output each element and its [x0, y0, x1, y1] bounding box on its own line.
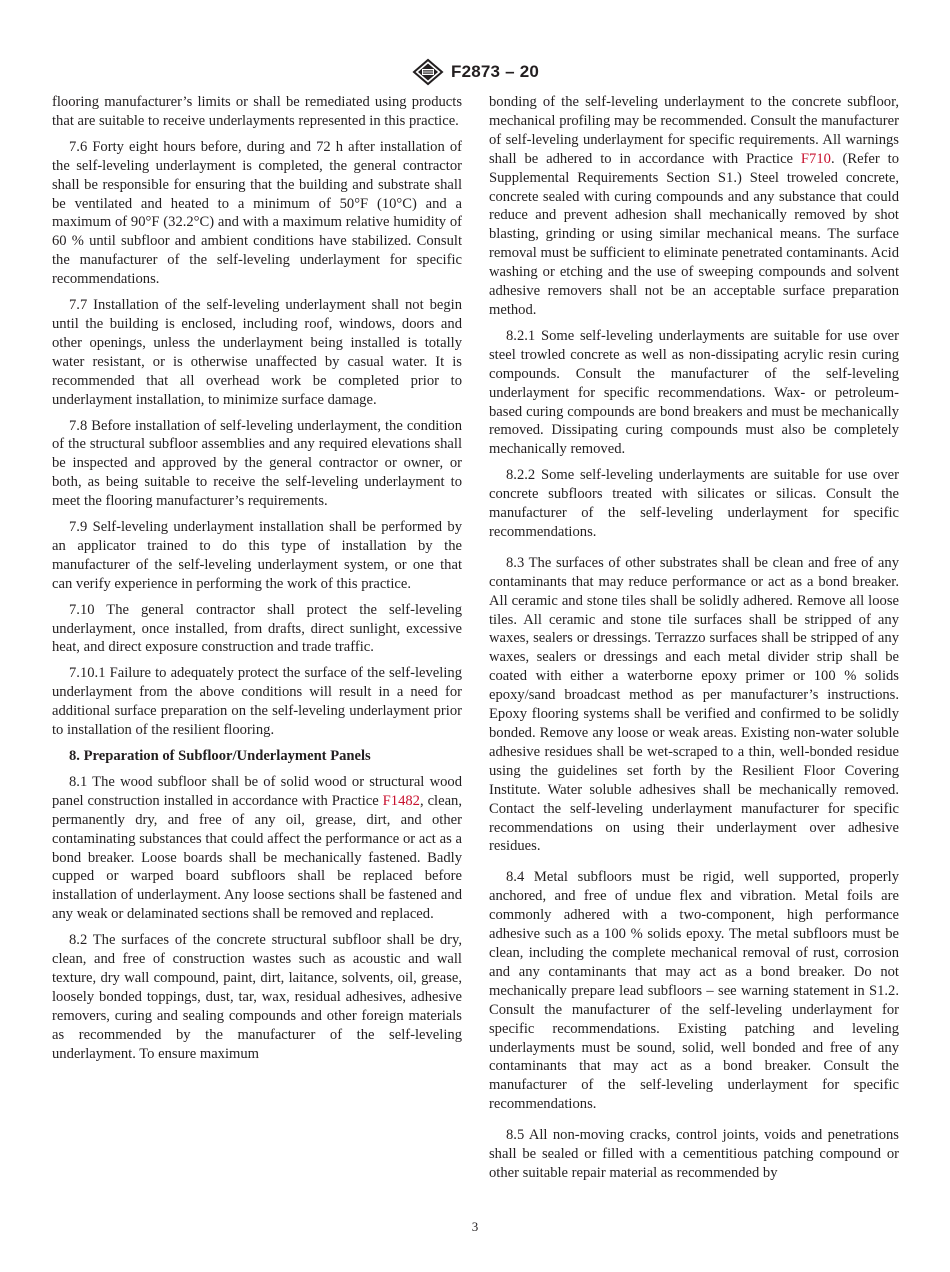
right-column	[489, 93, 899, 1190]
document-title: F2873 – 20	[450, 62, 539, 81]
page-number: 3	[471, 1219, 479, 1234]
paragraph-8-5: 8.5 All non-moving cracks, control joints, voids and penetrations shall be sealed or filled with a cementitious patching compound or other suitable repair material as recommended by	[489, 1127, 899, 1181]
paragraph-8-2-continued	[489, 93, 899, 320]
paragraph-7-6: 7.6 Forty eight hours before, during and 72 h after installation of the self-leveling underlayment is completed, the general contractor shall be responsible for ensuring that the building and substrate shall be ventilated and heated to a minimum of 50°F (10°C) and a maximum of 90°F (32.2°C) and with a maximum relative humidity of 60 % until subfloor and ambient conditions have stabilized. Consult the manufacturer of the self-leveling underlayment for specific recommendations.	[52, 138, 462, 288]
paragraph-8-2-1: 8.2.1 Some self-leveling underlayments are suitable for use over steel trowled concrete as well as non-dissipating acrylic resin curing compounds. Consult the manufacturer of the self-leveling underlayment for specific recommendations. Wax- or petroleum-based curing compounds are bond breakers and must be mechanically removed. Dissipating curing compounds must also be completely mechanically removed.	[489, 327, 899, 458]
link-f1482[interactable]: F1482	[382, 792, 420, 809]
paragraph-8-1	[52, 773, 462, 924]
paragraph-7-7: 7.7 Installation of the self-leveling underlayment shall not begin until the building is enclosed, including roof, windows, doors and other openings, unless the underlayment being installed is totally water resistant, or is otherwise unaffected by casual water. It is recommended that all overhead work be completed prior to underlayment installation, to minimize surface damage.	[52, 297, 462, 408]
paragraph-7-9: 7.9 Self-leveling underlayment installation shall be performed by an applicator trained to do this type of installation by the manufacturer of the self-leveling underlayment system, or one that can verify experience in performing the work of this practice.	[52, 519, 462, 592]
link-f710[interactable]: F710	[800, 150, 831, 167]
paragraph-8-2-continued-text-b: . (Refer to Supplemental Requirements Section S1.) Steel troweled concrete, concrete sealed with curing compounds and any substance that could reduce and prevent adhesion shall mechanically removed by shot blasting, grinding or using similar mechanical means. The surface removal must be sufficient to eliminate penetrated contaminants. Acid washing or etching and the use of sweeping compounds and solvent adhesive removers shall not be an acceptable surface preparation method.	[489, 150, 899, 318]
paragraph-8-1-text-b: , clean, permanently dry, and free of any oil, grease, dirt, and other contaminating substances that could affect the performance or act as a bond breaker. Loose boards shall be mechanically fastened. Badly cupped or warped board subfloors shall be replaced before installation of underlayment. Any loose sections shall be fastened and any weak or delaminated sections shall be removed and replaced.	[52, 792, 463, 923]
paragraph-8-3: 8.3 The surfaces of other substrates shall be clean and free of any contaminants that may reduce performance or act as a bond breaker. All ceramic and stone tiles shall be solidly adhered. Remove all loose tiles. All ceramic and stone tile surfaces shall be stripped of any waxes, sealers or dressings. Terrazzo surfaces shall be stripped of any waxes, sealers or dressings and each metal divider strip shall be coated with either a waterborne epoxy primer or 100 % solids epoxy/sand broadcast method as per manufacturer’s instructions. Epoxy flooring systems shall be verified and confirmed to be solidly bonded. Remove any loose or weak areas. Existing non-water soluble adhesive residues shall be wet-scraped to a thin, well-bonded residue using the guidelines set forth by the Resilient Floor Covering Institute. Water soluble adhesives shall be mechanically removed. Contact the self-leveling underlayment manufacturer for specific recommendations on using their underlayment over adhesive residues.	[489, 554, 899, 855]
paragraph-7-8: 7.8 Before installation of self-leveling underlayment, the condition of the structural subfloor assemblies and any required elevations shall be inspected and approved by the general contractor or owner, or both, as being suitable to receive the self-leveling underlayment to meet the flooring manufacturer’s requirements.	[52, 417, 462, 510]
paragraph-7-10: 7.10 The general contractor shall protect the self-leveling underlayment, once installed, from drafts, direct sunlight, excessive heat, and direct exposure construction and trade traffic.	[52, 601, 462, 656]
paragraph-8-4: 8.4 Metal subfloors must be rigid, well supported, properly anchored, and free of undue flex and vibration. Metal foils are commonly adhered with a two-component, high performance adhesive such as a 100 % solids epoxy. The metal subfloors must be clean, including the complete mechanical removal of rust, corrosion and any contaminants that may act as a bond breaker. Do not mechanically prepare lead subfloors – see warning statement in S1.2. Consult the manufacturer of the self-leveling underlayment for specific recommendations. Existing patching and leveling underlayments must be sound, solid, well bonded and free of any contaminants that may act as a bond breaker. Consult the manufacturer of the self-leveling underlayment for specific recommendations.	[489, 869, 899, 1113]
paragraph-continued: flooring manufacturer’s limits or shall be remediated using products that are suitable to receive underlayments represented in this practice.	[52, 94, 462, 129]
section-8-heading: 8. Preparation of Subfloor/Underlayment Panels	[69, 748, 371, 764]
paragraph-8-2: 8.2 The surfaces of the concrete structural subfloor shall be dry, clean, and free of construction wastes such as acoustic and wall texture, dry wall compound, paint, dirt, laitance, solvents, oil, grease, loosely bonded toppings, dust, tar, wax, residual adhesives, adhesive removers, curing and sealing compounds and other foreign materials as recommended by the manufacturer of the self-leveling underlayment. To ensure maximum	[52, 932, 462, 1062]
paragraph-8-1-text-a: 8.1 The wood subfloor shall be of solid wood or structural wood panel construction installed in accordance with Practice	[52, 773, 462, 809]
page-header	[0, 58, 950, 91]
paragraph-7-10-1: 7.10.1 Failure to adequately protect the surface of the self-leveling underlayment from the above conditions will result in a need for additional surface preparation on the self-leveling underlayment prior to installation of the resilient flooring.	[52, 665, 462, 739]
astm-logo-icon	[411, 58, 445, 86]
left-column	[52, 93, 462, 1071]
paragraph-8-2-2: 8.2.2 Some self-leveling underlayments are suitable for use over concrete subfloors treated with silicates or silicas. Consult the manufacturer of the self-leveling underlayment for specific recommendations.	[489, 467, 899, 540]
paragraph-8-2-continued-text-a: bonding of the self-leveling underlayment to the concrete subfloor, mechanical profiling may be recommended. Consult the manufacturer of self-leveling underlayment for specific requirements. All warnings shall be adhered to in accordance with Practice	[489, 94, 899, 167]
